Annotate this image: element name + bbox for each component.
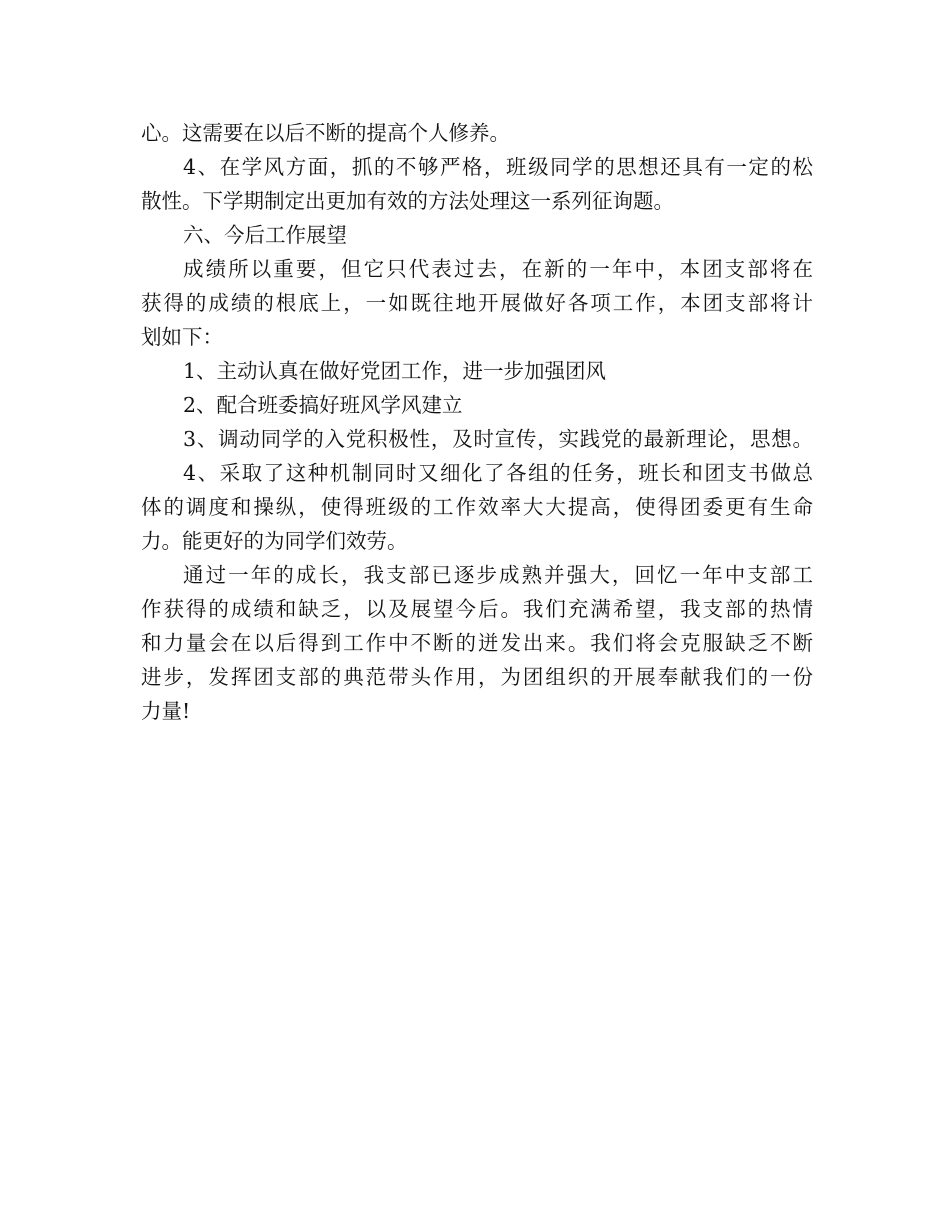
text-line: 力量! bbox=[141, 699, 191, 723]
text-line: 力。能更好的为同学们效劳。 bbox=[141, 529, 408, 553]
text-line: 4、在学风方面，抓的不够严格，班级同学的思想还具有一定的松 bbox=[183, 155, 813, 179]
text-line: 获得的成绩的根底上，一如既往地开展做好各项工作，本团支部将计 bbox=[141, 291, 813, 315]
text-line: 进步，发挥团支部的典范带头作用，为团组织的开展奉献我们的一份 bbox=[141, 665, 813, 689]
text-line: 和力量会在以后得到工作中不断的迸发出来。我们将会克服缺乏不断 bbox=[141, 631, 813, 655]
text-line: 体的调度和操纵，使得班级的工作效率大大提高，使得团委更有生命 bbox=[141, 495, 813, 519]
document-body bbox=[141, 116, 813, 728]
text-line: 作获得的成绩和缺乏，以及展望今后。我们充满希望，我支部的热情 bbox=[141, 597, 813, 621]
text-line: 4、采取了这种机制同时又细化了各组的任务，班长和团支书做总 bbox=[183, 461, 813, 485]
text-line: 六、今后工作展望 bbox=[183, 223, 347, 247]
text-line: 成绩所以重要，但它只代表过去，在新的一年中，本团支部将在 bbox=[183, 257, 813, 281]
text-line: 1、主动认真在做好党团工作，进一步加强团风 bbox=[183, 359, 607, 383]
text-line: 划如下： bbox=[141, 325, 223, 349]
text-line: 散性。下学期制定出更加有效的方法处理这一系列征询题。 bbox=[141, 189, 674, 213]
text-line: 3、调动同学的入党积极性，及时宣传，实践党的最新理论，思想。 bbox=[183, 427, 813, 451]
text-line: 通过一年的成长，我支部已逐步成熟并强大，回忆一年中支部工 bbox=[183, 563, 813, 587]
text-line: 心。这需要在以后不断的提高个人修养。 bbox=[141, 121, 510, 145]
text-line: 2、配合班委搞好班风学风建立 bbox=[183, 393, 463, 417]
